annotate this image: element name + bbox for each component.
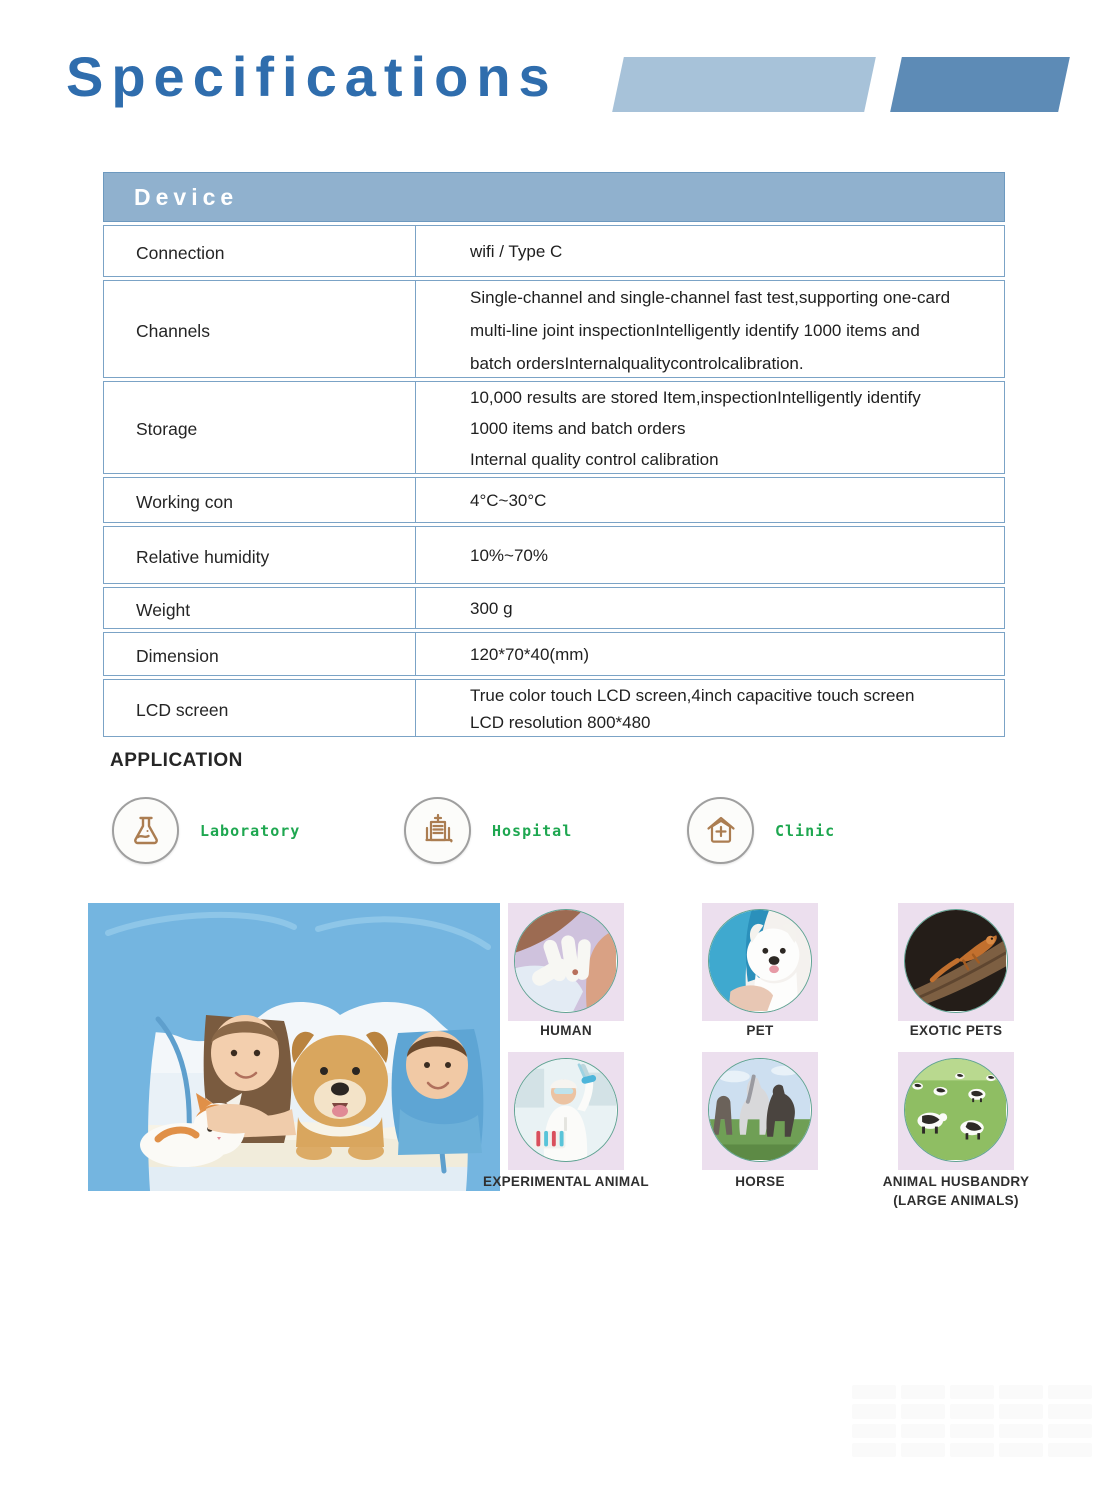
spec-value-line: Single-channel and single-channel fast test,supporting one-card — [470, 287, 951, 307]
application-label: Laboratory — [200, 821, 301, 840]
card-label-line2: (LARGE ANIMALS) — [893, 1193, 1019, 1208]
spec-value-line: LCD resolution 800*480 — [470, 713, 651, 732]
card-experimental-animal — [508, 1052, 624, 1170]
device-spec-table — [103, 172, 1005, 737]
spec-value-line: 10,000 results are stored Item,inspectionIntelligently identify — [470, 388, 921, 407]
card-label-exotic-pets: EXOTIC PETS — [909, 1023, 1003, 1038]
table-section-title: Device — [134, 183, 239, 210]
card-label-line1: ANIMAL HUSBANDRY — [882, 1174, 1030, 1189]
animal-husbandry-photo — [904, 1058, 1008, 1162]
family-with-pets-photo — [88, 903, 500, 1191]
experimental-animal-photo — [514, 1058, 618, 1162]
spec-label: Dimension — [104, 633, 416, 675]
faint-watermark — [852, 1385, 1092, 1457]
card-label-pet: PET — [746, 1023, 774, 1038]
spec-value-line: batch ordersInternalqualitycontrolcalibration. — [470, 353, 804, 373]
table-section-header — [103, 172, 1005, 222]
card-animal-husbandry — [898, 1052, 1014, 1170]
spec-row-weight — [103, 587, 1005, 629]
application-label: Clinic — [775, 821, 836, 840]
spec-value-line: wifi / Type C — [470, 242, 563, 261]
human-photo — [514, 909, 618, 1013]
spec-row-dimension — [103, 632, 1005, 676]
spec-label: LCD screen — [104, 680, 416, 736]
application-heading: APPLICATION — [110, 750, 243, 771]
clinic-house-icon — [687, 797, 754, 864]
horse-photo — [708, 1058, 812, 1162]
application-label: Hospital — [492, 821, 573, 840]
card-horse — [702, 1052, 818, 1170]
spec-label: Working con — [104, 478, 416, 522]
application-item-hospital — [404, 797, 572, 864]
spec-label: Weight — [104, 588, 416, 628]
spec-value-line: 4°C~30°C — [470, 491, 547, 510]
spec-label: Relative humidity — [104, 527, 416, 583]
spec-value-line: 10%~70% — [470, 546, 548, 565]
spec-value-line: multi-line joint inspectionIntelligently identify 1000 items and — [470, 320, 920, 340]
spec-row-channels — [103, 280, 1005, 378]
spec-row-storage — [103, 381, 1005, 474]
spec-value-line: 300 g — [470, 599, 513, 618]
card-human — [508, 903, 624, 1021]
exotic-pets-photo — [904, 909, 1008, 1013]
spec-value-line: 120*70*40(mm) — [470, 645, 590, 664]
pet-photo — [708, 909, 812, 1013]
card-label-animal-husbandry — [883, 1172, 1030, 1210]
decor-parallelogram-light — [612, 57, 876, 112]
spec-label: Storage — [104, 382, 416, 473]
card-exotic-pets — [898, 903, 1014, 1021]
spec-row-relative-humidity — [103, 526, 1005, 584]
spec-value-line: True color touch LCD screen,4inch capacitive touch screen — [470, 686, 915, 705]
spec-label: Connection — [104, 226, 416, 276]
spec-label: Channels — [104, 281, 416, 377]
application-item-laboratory — [112, 797, 300, 864]
card-label-experimental-animal: EXPERIMENTAL ANIMAL — [483, 1174, 649, 1189]
card-label-human: HUMAN — [540, 1023, 592, 1038]
decor-parallelogram-dark — [890, 57, 1070, 112]
hospital-building-icon — [404, 797, 471, 864]
application-item-clinic — [687, 797, 835, 864]
card-pet — [702, 903, 818, 1021]
spec-row-working-condition — [103, 477, 1005, 523]
flask-icon — [112, 797, 179, 864]
spec-row-lcd-screen — [103, 679, 1005, 737]
spec-row-connection — [103, 225, 1005, 277]
spec-value-line: 1000 items and batch orders — [470, 419, 686, 438]
page-title: Specifications — [66, 45, 558, 108]
spec-value-line: Internal quality control calibration — [470, 450, 719, 469]
card-label-horse: HORSE — [735, 1174, 785, 1189]
